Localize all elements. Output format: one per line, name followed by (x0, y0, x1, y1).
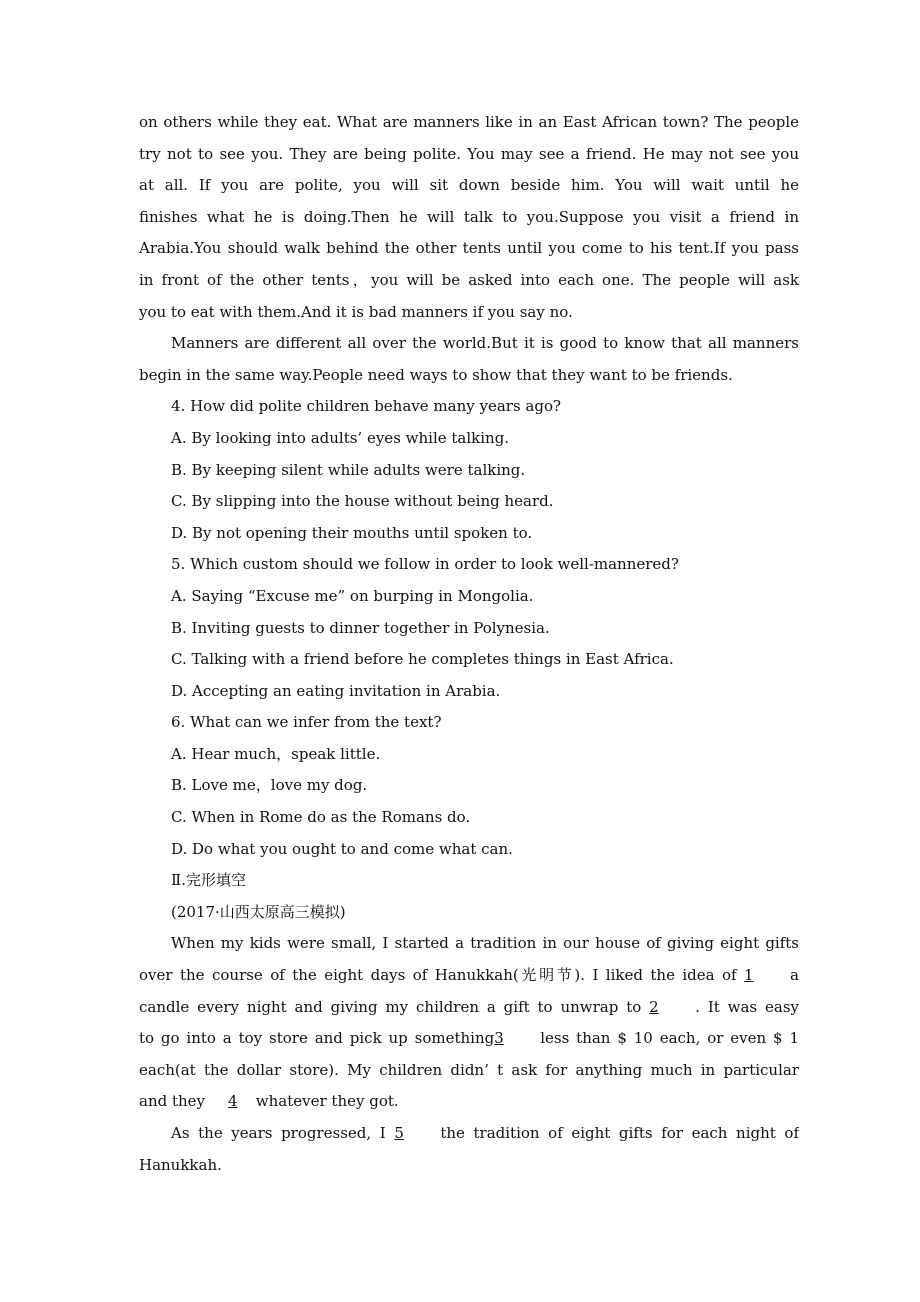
passage-line: Arabia.You should walk behind the other tents until you come to his tent.If you pass (139, 239, 799, 258)
question-option: A. By looking into adults’ eyes while talking. (171, 428, 510, 447)
question-option: C. By slipping into the house without being heard. (171, 492, 554, 511)
passage-line: you to eat with them.And it is bad manners if you say no. (139, 302, 573, 321)
passage-line: Manners are different all over the world.But it is good to know that all manners (171, 334, 799, 353)
cloze-text: . It was easy (695, 997, 799, 1016)
question-option: A. Saying “Excuse me” on burping in Mongolia. (171, 586, 534, 605)
question-option: B. Inviting guests to dinner together in Polynesia. (171, 618, 550, 637)
cloze-line (139, 1086, 799, 1118)
cloze-text: a (790, 966, 799, 985)
cloze-text: and they (139, 1092, 210, 1111)
cloze-blank-2: 2 (649, 997, 659, 1016)
passage-line: begin in the same way.People need ways to show that they want to be friends. (139, 365, 733, 384)
cloze-text: to go into a toy store and pick up something (139, 1029, 495, 1048)
cloze-text: less than $ 10 each, or even $ 1 (540, 1029, 799, 1048)
cloze-blank-3: 3 (494, 1029, 504, 1048)
cloze-blank-5: 5 (394, 1124, 404, 1142)
question-option: C. Talking with a friend before he completes things in East Africa. (171, 650, 674, 669)
passage-line: at all. If you are polite, you will sit down beside him. You will wait until he (139, 176, 799, 195)
question-option: D. Do what you ought to and come what can. (171, 839, 513, 858)
cloze-line: Hanukkah. (139, 1155, 222, 1174)
question-stem: 5. Which custom should we follow in order to look well-mannered? (171, 555, 679, 574)
cloze-text: As the years progressed, I (171, 1124, 395, 1142)
cloze-line (139, 960, 799, 992)
document-text (139, 107, 799, 1181)
cloze-line (139, 992, 799, 1024)
cloze-text: the tradition of eight gifts for each night of (440, 1124, 799, 1142)
question-option: A. Hear much，speak little. (171, 744, 381, 763)
question-option: C. When in Rome do as the Romans do. (171, 808, 471, 827)
cloze-source: (2017·山西太原高三模拟) (171, 902, 346, 921)
cloze-text: candle every night and giving my children a gift to unwrap to (139, 997, 650, 1016)
cloze-text: over the course of the eight days of Hanukkah(光明节). I liked the idea of (139, 966, 745, 985)
question-stem: 4. How did polite children behave many years ago? (171, 397, 562, 416)
cloze-line: When my kids were small, I started a tradition in our house of giving eight gifts (171, 934, 799, 953)
section-title: Ⅱ.完形填空 (171, 871, 246, 890)
cloze-line (139, 1023, 799, 1055)
cloze-blank-1: 1 (744, 966, 754, 985)
cloze-blank-4: 4 (228, 1092, 238, 1111)
passage-line: in front of the other tents，you will be asked into each one. The people will ask (139, 270, 799, 289)
cloze-text: whatever they got. (255, 1092, 399, 1111)
passage-line: try not to see you. They are being polite. You may see a friend. He may not see you (139, 144, 799, 163)
question-option: D. Accepting an eating invitation in Arabia. (171, 681, 501, 700)
cloze-line (139, 1118, 799, 1150)
question-option: D. By not opening their mouths until spoken to. (171, 523, 533, 542)
passage-line: finishes what he is doing.Then he will talk to you.Suppose you visit a friend in (139, 207, 799, 226)
cloze-line: each(at the dollar store). My children didn’ t ask for anything much in particular (139, 1060, 799, 1079)
passage-line: on others while they eat. What are manners like in an East African town? The people (139, 113, 799, 131)
question-option: B. By keeping silent while adults were talking. (171, 460, 526, 479)
question-option: B. Love me，love my dog. (171, 776, 368, 795)
question-stem: 6. What can we infer from the text? (171, 713, 442, 732)
